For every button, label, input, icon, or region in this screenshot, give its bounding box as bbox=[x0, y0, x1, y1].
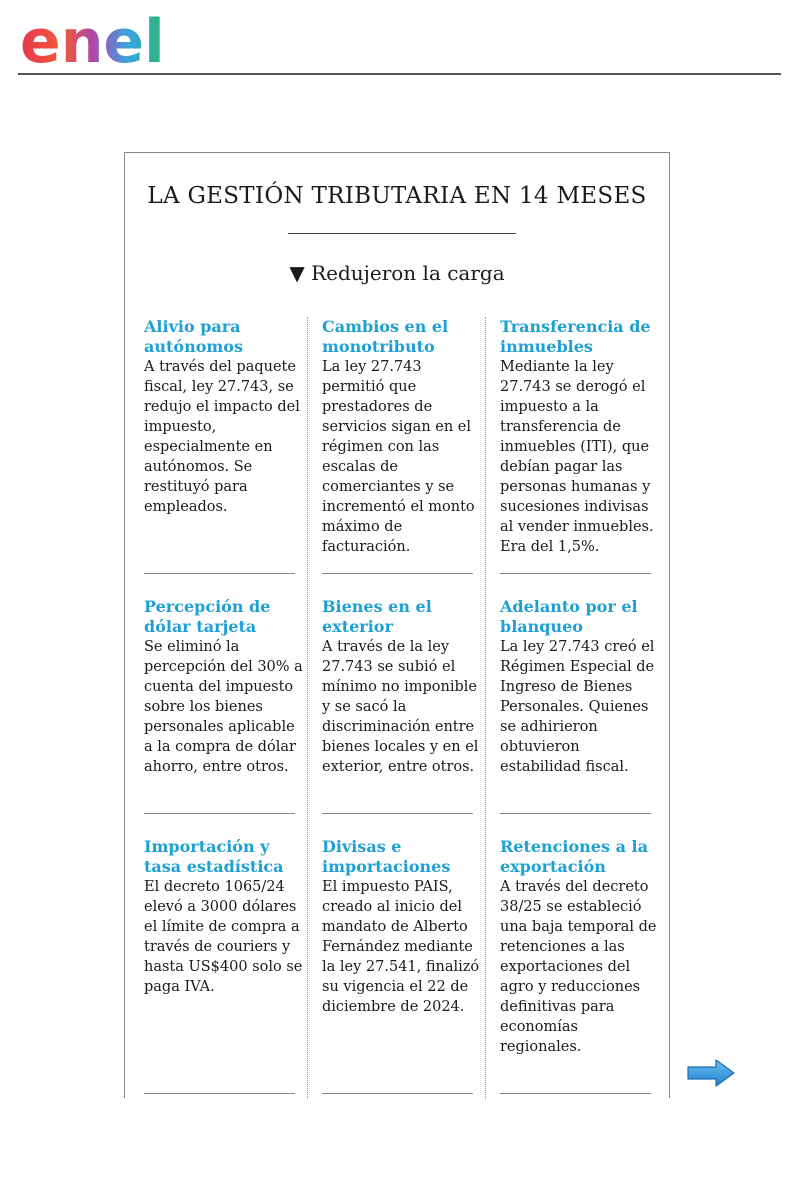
cell-body: Mediante la ley 27.743 se derogó el impuesto a la transferencia de inmuebles (ITI), que debían pagar las personas humanas y sucesiones indivisas al vender inmuebles. Era del 1,5%. bbox=[500, 359, 654, 555]
info-cell-inmuebles bbox=[500, 317, 660, 557]
row-divider bbox=[144, 813, 295, 814]
info-cell-retenciones bbox=[500, 837, 660, 1057]
column-divider bbox=[485, 317, 486, 1099]
cell-body: La ley 27.743 creó el Régimen Especial de Ingreso de Bienes Personales. Quienes se adhirieron obtuvieron estabilidad fiscal. bbox=[500, 639, 655, 775]
cell-body: El impuesto PAIS, creado al inicio del mandato de Alberto Fernández mediante la ley 27.541, finalizó su vigencia el 22 de diciembre de 2024. bbox=[322, 879, 480, 1015]
column-divider bbox=[307, 317, 308, 1099]
cell-heading: Importación y tasa estadística bbox=[144, 837, 284, 876]
cell-heading: Transferencia de inmuebles bbox=[500, 317, 651, 356]
cell-body: La ley 27.743 permitió que prestadores de servicios sigan en el régimen con las escalas de comerciantes y se incrementó el monto máximo de facturación. bbox=[322, 359, 475, 555]
cell-heading: Cambios en el monotributo bbox=[322, 317, 449, 356]
info-cell-importacion bbox=[144, 837, 304, 997]
next-arrow-icon[interactable] bbox=[686, 1058, 736, 1088]
cell-body: El decreto 1065/24 elevó a 3000 dólares el límite de compra a través de couriers y hasta US$400 solo se paga IVA. bbox=[144, 879, 303, 995]
cell-heading: Bienes en el exterior bbox=[322, 597, 432, 636]
infographic-subtitle bbox=[125, 261, 669, 285]
cell-heading: Adelanto por el blanqueo bbox=[500, 597, 638, 636]
info-cell-divisas bbox=[322, 837, 482, 1017]
cell-body: Se eliminó la percepción del 30% a cuenta del impuesto sobre los bienes personales aplicable a la compra de dólar ahorro, entre otros. bbox=[144, 639, 303, 775]
cell-body: A través del paquete fiscal, ley 27.743, se redujo el impacto del impuesto, especialmente en autónomos. Se restituyó para empleados. bbox=[144, 359, 300, 515]
info-cell-dolar-tarjeta bbox=[144, 597, 304, 777]
infographic-panel bbox=[124, 152, 670, 1098]
cell-heading: Divisas e importaciones bbox=[322, 837, 451, 876]
cell-body: A través de la ley 27.743 se subió el mínimo no imponible y se sacó la discriminación entre bienes locales y en el exterior, entre otros. bbox=[322, 639, 479, 775]
down-triangle-icon: ▼ bbox=[289, 261, 305, 285]
cell-heading: Alivio para autónomos bbox=[144, 317, 243, 356]
row-divider bbox=[500, 1093, 651, 1094]
info-cell-bienes-exterior bbox=[322, 597, 482, 777]
info-cell-blanqueo bbox=[500, 597, 660, 777]
cell-heading: Retenciones a la exportación bbox=[500, 837, 648, 876]
row-divider bbox=[500, 573, 651, 574]
row-divider bbox=[322, 1093, 473, 1094]
subtitle-text: Redujeron la carga bbox=[311, 261, 505, 285]
header-divider bbox=[18, 73, 781, 75]
info-cell-monotributo bbox=[322, 317, 482, 557]
cell-heading: Percepción de dólar tarjeta bbox=[144, 597, 271, 636]
row-divider bbox=[500, 813, 651, 814]
enel-logo bbox=[18, 8, 178, 70]
row-divider bbox=[322, 573, 473, 574]
row-divider bbox=[144, 573, 295, 574]
info-cell-alivio bbox=[144, 317, 304, 517]
cell-body: A través del decreto 38/25 se estableció una baja temporal de retenciones a las exportaciones del agro y reducciones definitivas para economías regionales. bbox=[500, 879, 657, 1055]
row-divider bbox=[144, 1093, 295, 1094]
infographic-title: LA GESTIÓN TRIBUTARIA EN 14 MESES bbox=[147, 183, 647, 209]
row-divider bbox=[322, 813, 473, 814]
title-divider bbox=[288, 233, 516, 234]
svg-text:enel: enel bbox=[20, 8, 165, 70]
